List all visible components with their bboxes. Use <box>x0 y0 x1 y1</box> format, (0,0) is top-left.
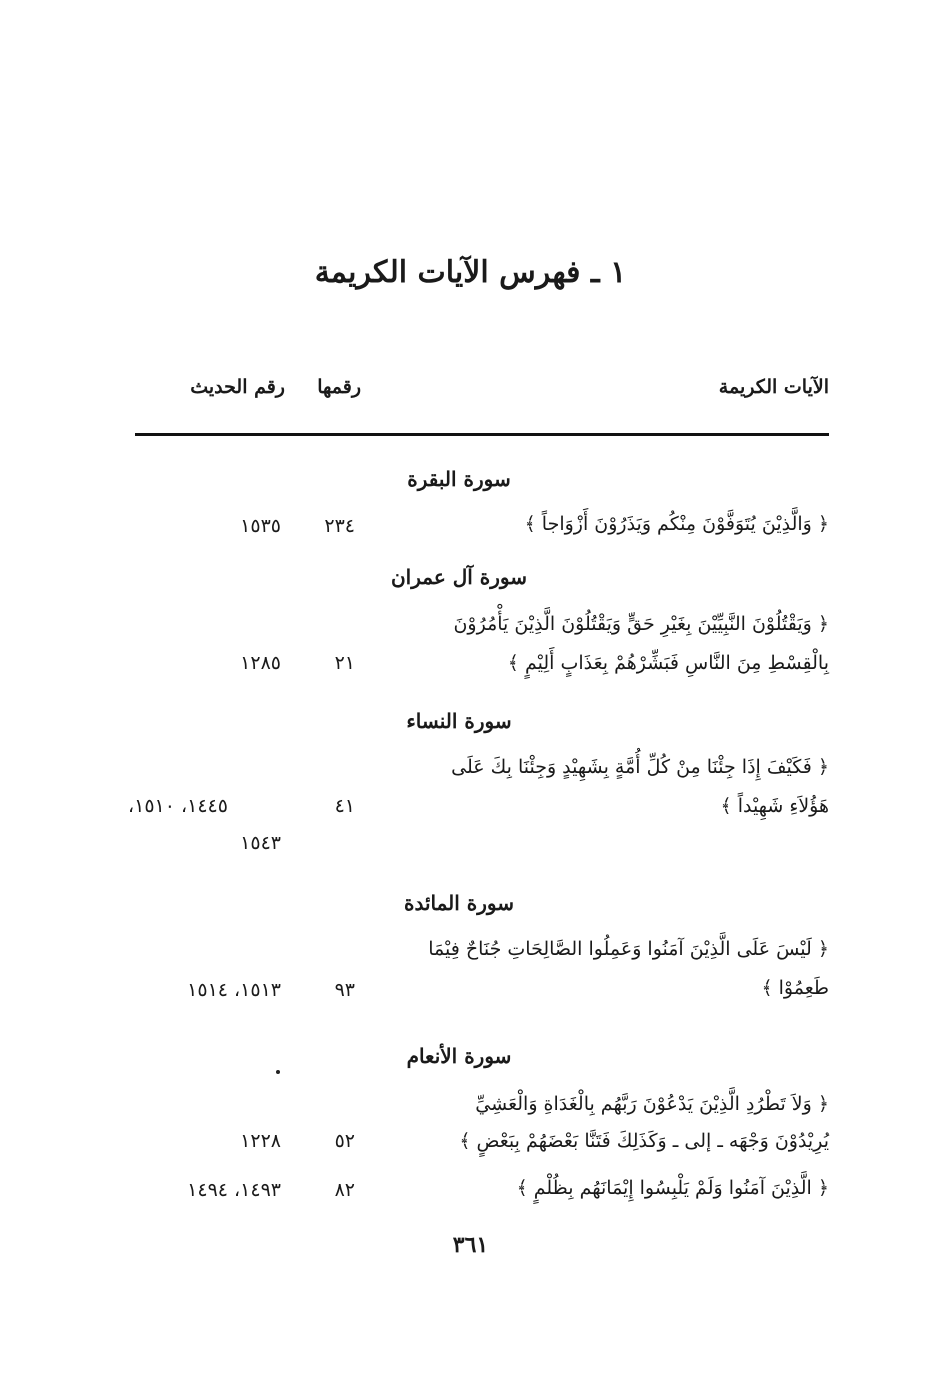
verse-line: يُرِيْدُوْنَ وَجْهَه ـ إلى ـ وَكَذَلِكَ فَتَنَّا بَعْضَهُمْ بِبَعْضٍ ﴾ <box>459 1130 829 1152</box>
hadith-number: ١٤٤٥، ١٥١٠، <box>128 795 228 817</box>
surah-heading-baqarah: سورة البقرة <box>407 467 511 491</box>
column-header-verse-number: رقمها <box>317 376 361 398</box>
verse-line: هَؤُلاَءِ شَهِيْداً ﴾ <box>720 795 829 817</box>
verse-line: طَعِمُوْا ﴾ <box>761 977 829 999</box>
page-number: ٣٦١ <box>452 1232 489 1258</box>
verse-line: ﴿ لَيْسَ عَلَى الَّذِيْنَ آمَنُوا وَعَمِلُوا الصَّالِحَاتِ جُنَاحٌ فِيْمَا <box>428 938 829 960</box>
verse-number: ٢١ <box>334 652 355 674</box>
column-header-verses: الآيات الكريمة <box>718 376 829 398</box>
page-title: ١ ـ فهرس الآيات الكريمة <box>314 255 627 290</box>
verse-line: ﴿ الَّذِيْنَ آمَنُوا وَلَمْ يَلْبِسُوا إِيْمَانَهُم بِظُلْمٍ ﴾ <box>516 1177 829 1199</box>
hadith-number: ١٢٢٨ <box>240 1130 281 1152</box>
hadith-number: ١٤٩٣، ١٤٩٤ <box>187 1179 281 1201</box>
surah-heading-maidah: سورة المائدة <box>403 891 515 915</box>
verse-number: ٥٢ <box>334 1130 355 1152</box>
verse-number: ٨٢ <box>334 1179 355 1201</box>
surah-heading-nisa: سورة النساء <box>406 709 512 733</box>
header-divider <box>135 433 829 436</box>
hadith-number: ١٢٨٥ <box>240 652 281 674</box>
verse-number: ٤١ <box>334 795 355 817</box>
surah-heading-al-imran: سورة آل عمران <box>390 565 528 589</box>
verse-number: ٢٣٤ <box>324 515 355 537</box>
column-header-hadith-number: رقم الحديث <box>190 376 285 398</box>
verse-number: ٩٣ <box>334 979 355 1001</box>
hadith-number: ١٥٣٥ <box>240 515 281 537</box>
stray-dot <box>276 1070 280 1074</box>
verse-line: ﴿ وَيَقْتُلُوْنَ النَّبِيِّيْنَ بِغَيْرِ حَقٍّ وَيَقْتُلُوْنَ الَّذِيْنَ يَأْمُرُوْنَ <box>453 613 829 635</box>
hadith-number: ١٥٤٣ <box>240 832 281 854</box>
verse-line: ﴿ وَالَّذِيْنَ يُتَوَفَّوْنَ مِنْكُم وَيَذَرُوْنَ أَزْوَاجاً ﴾ <box>524 513 829 535</box>
verse-line: بِالْقِسْطِ مِنَ النَّاسِ فَبَشِّرْهُمْ بِعَذَابٍ أَلِيْمٍ ﴾ <box>507 652 829 674</box>
verse-line: ﴿ فَكَيْفَ إِذَا جِئْنَا مِنْ كُلِّ أُمَّةٍ بِشَهِيْدٍ وَجِئْنَا بِكَ عَلَى <box>451 756 829 778</box>
surah-heading-anam: سورة الأنعام <box>406 1044 512 1068</box>
verse-line: ﴿ وَلاَ تَطْرُدِ الَّذِيْنَ يَدْعُوْنَ رَبَّهُم بِالْغَدَاةِ وَالْعَشِيِّ <box>475 1093 829 1115</box>
hadith-number: ١٥١٣، ١٥١٤ <box>187 979 281 1001</box>
